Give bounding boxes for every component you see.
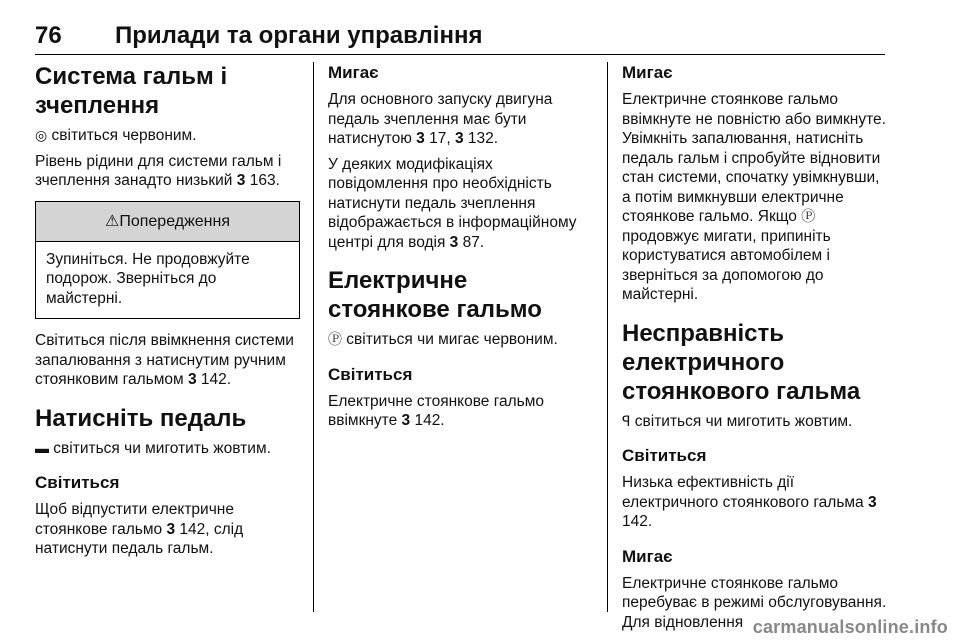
paragraph: Низька ефективність дії електричного стоянкового гальма 3 142. bbox=[622, 474, 877, 530]
paragraph: Світиться після ввімкнення системи запалювання з натиснутим ручним стоянковим гальмом 3 142. bbox=[35, 332, 294, 388]
paragraph: Електричне стоянкове гальмо перебуває в режимі обслуговування. Для відновлення bbox=[622, 574, 887, 631]
reference-arrow-icon: 3 bbox=[449, 233, 459, 251]
warning-box bbox=[35, 201, 300, 320]
warning-triangle-icon: ⚠ bbox=[104, 212, 120, 230]
reference-arrow-icon: 3 bbox=[867, 493, 877, 511]
reference-arrow-icon: 3 bbox=[454, 130, 464, 147]
paragraph: Рівень рідини для системи гальм і зчеплення занадто низький 3 163. bbox=[35, 152, 282, 189]
paragraph: Електричне стоянкове гальмо ввімкнуте 3 142. bbox=[328, 392, 545, 429]
column-divider bbox=[607, 62, 608, 612]
column-left bbox=[35, 62, 300, 565]
reference-arrow-icon: 3 bbox=[416, 130, 425, 147]
paragraph: Електричне стоянкове гальмо ввімкнуте не повністю або вимкнуте. Увімкніть запалювання, натисніть педаль гальм і спробуйте відновити стан системи, спочатку увімкнувши, а потім вимкнувши електричне стоянкове гальмо. Якщо Ⓟ продовжує мигати, припиніть користуватися автомобілем і зверніться за допомогою до майстерні. bbox=[622, 91, 886, 303]
running-title: Прилади та органи управління bbox=[115, 22, 483, 49]
paragraph: Щоб відпустити електричне стоянкове гальмо 3 142, слід натиснути педаль гальм. bbox=[35, 501, 244, 557]
pedal-icon: ▬ bbox=[35, 439, 49, 456]
reference-arrow-icon: 3 bbox=[401, 412, 411, 429]
paragraph: Для основного запуску двигуна педаль зчеплення має бути натиснутою 3 17, 3 132. bbox=[328, 91, 553, 147]
parking-brake-fault-icon: ꟼ bbox=[622, 412, 631, 429]
reference-arrow-icon: 3 bbox=[236, 172, 246, 189]
brake-warning-icon: ◎ bbox=[35, 127, 48, 143]
paragraph: ▬ світиться чи миготить жовтим. bbox=[35, 439, 271, 457]
warning-header bbox=[36, 202, 299, 242]
warning-title: Попередження bbox=[119, 212, 231, 230]
subheading-blinks: Мигає bbox=[328, 63, 379, 82]
warning-text: Зупиніться. Не продовжуйте подорож. Зверніться до майстерні. bbox=[46, 250, 250, 307]
column-right bbox=[622, 62, 892, 638]
paragraph: У деяких модифікаціях повідомлення про необхідність натиснути педаль зчеплення відображається в інформаційному центрі для водія 3 87. bbox=[328, 155, 577, 251]
parking-brake-icon: Ⓟ bbox=[801, 208, 816, 224]
subheading-blinks: Мигає bbox=[622, 63, 673, 82]
subheading-lit: Світиться bbox=[328, 364, 413, 384]
heading-epb-fault: Несправність електричного стоянкового гальма bbox=[622, 319, 861, 405]
heading-electric-parking-brake: Електричне стоянкове гальмо bbox=[328, 267, 542, 323]
subheading-lit: Світиться bbox=[35, 473, 120, 492]
paragraph: Ⓟ світиться чи мигає червоним. bbox=[328, 331, 558, 348]
paragraph: ◎ світиться червоним. bbox=[35, 127, 197, 144]
heading-press-pedal: Натисніть педаль bbox=[35, 404, 247, 432]
page-header bbox=[35, 22, 885, 55]
subheading-lit: Світиться bbox=[622, 446, 707, 465]
paragraph: ꟼ світиться чи миготить жовтим. bbox=[622, 412, 853, 430]
column-divider bbox=[313, 62, 314, 612]
watermark: carmanualsonline.info bbox=[752, 617, 948, 637]
page-number: 76 bbox=[35, 22, 62, 49]
reference-arrow-icon: 3 bbox=[187, 371, 197, 388]
heading-brake-clutch-system: Система гальм і зчеплення bbox=[35, 63, 228, 119]
parking-brake-icon: Ⓟ bbox=[328, 331, 342, 347]
reference-arrow-icon: 3 bbox=[166, 520, 176, 538]
subheading-blinks: Мигає bbox=[622, 546, 673, 566]
column-middle bbox=[328, 62, 593, 437]
